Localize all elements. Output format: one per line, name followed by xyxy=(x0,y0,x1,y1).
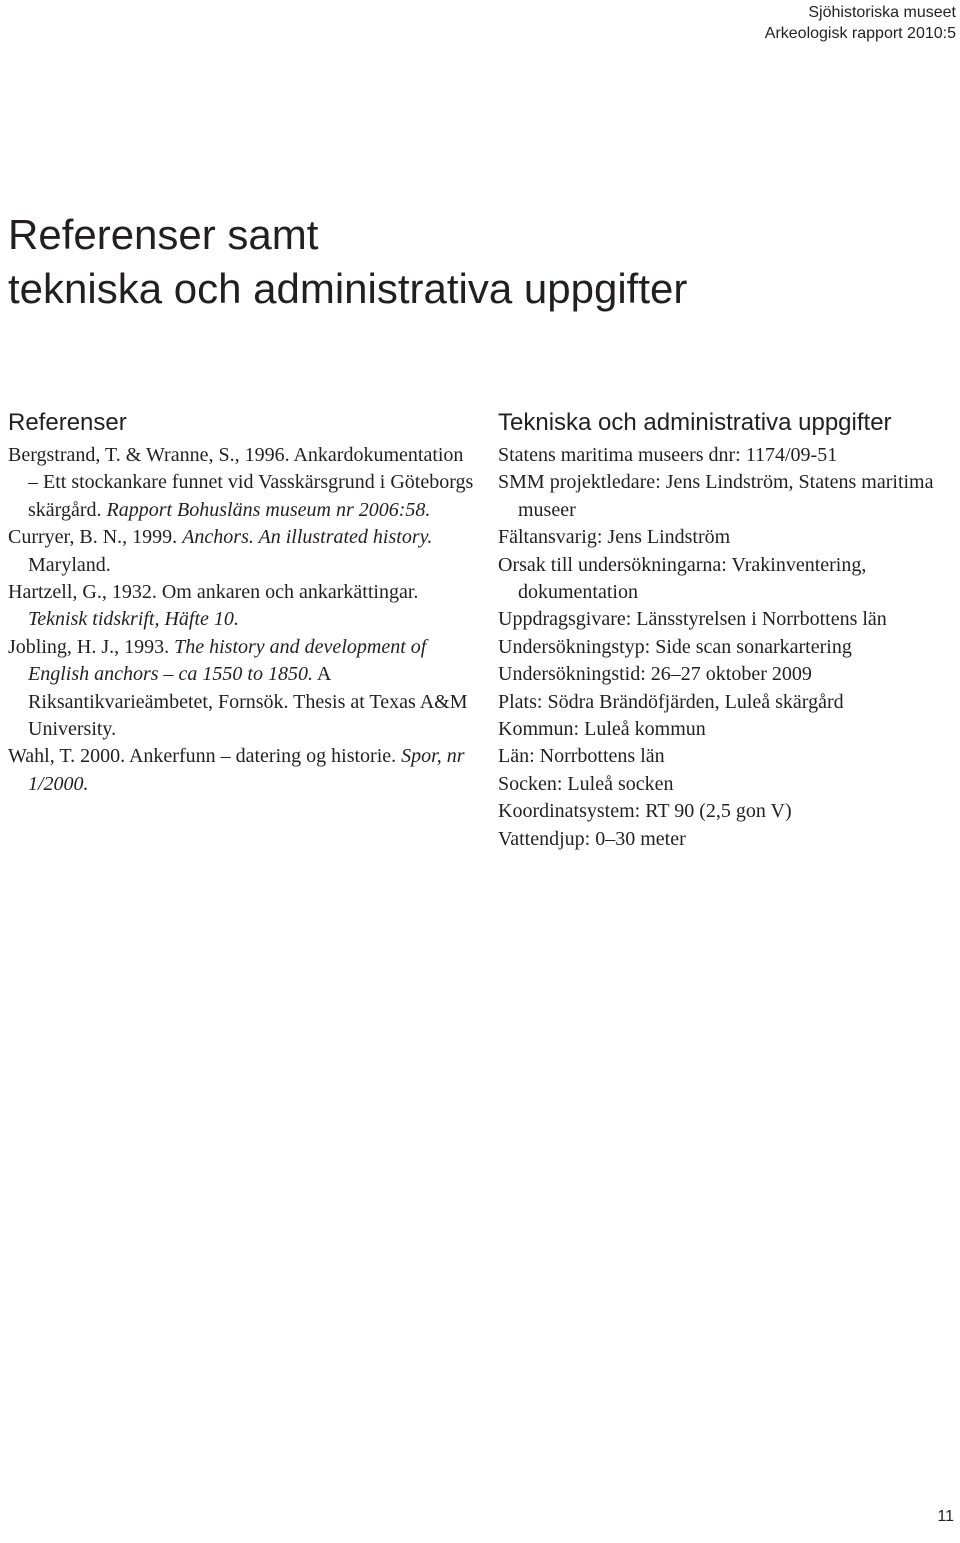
technical-item: Undersökningstid: 26–27 oktober 2009 xyxy=(498,663,812,686)
technical-item: Plats: Södra Brändöfjärden, Luleå skärgård xyxy=(498,690,844,713)
header-report: Arkeologisk rapport 2010:5 xyxy=(764,25,956,42)
technical-section xyxy=(498,406,958,853)
references-section xyxy=(8,406,478,798)
running-header xyxy=(765,2,956,44)
reference-text: Hartzell, G., 1932. Om ankaren och ankarkättingar. xyxy=(8,581,419,604)
references-heading: Referenser xyxy=(8,409,127,436)
reference-entry xyxy=(8,442,478,524)
reference-text: Bergstrand, T. & Wranne, S., 1996. Ankardokumentation – Ett stockankare funnet vid Vasskärsgrund i Göteborgs skärgård. xyxy=(8,444,474,521)
reference-title: Teknisk tidskrift, Häfte 10. xyxy=(28,608,239,631)
header-museum: Sjöhistoriska museet xyxy=(808,4,956,21)
reference-title: Anchors. An illustrated history. xyxy=(182,526,433,549)
reference-entry xyxy=(8,524,478,579)
reference-title: The history and development of English anchors – ca 1550 to 1850. xyxy=(28,635,427,686)
reference-entry xyxy=(8,579,478,634)
technical-item: Undersökningstyp: Side scan sonarkartering xyxy=(498,635,852,658)
page-title-line2: tekniska och administrativa uppgifter xyxy=(8,265,688,312)
reference-text: Wahl, T. 2000. Ankerfunn – datering og historie. xyxy=(8,745,402,768)
technical-item: SMM projektledare: Jens Lindström, Statens maritima museer xyxy=(498,471,934,521)
reference-text: Curryer, B. N., 1999. xyxy=(8,526,183,549)
technical-item: Statens maritima museers dnr: 1174/09-51 xyxy=(498,444,838,466)
page-title-line1: Referenser samt xyxy=(8,211,319,258)
reference-title: Rapport Bohusläns museum nr 2006:58. xyxy=(106,498,431,521)
technical-item: Kommun: Luleå kommun xyxy=(498,718,706,741)
page-title xyxy=(8,208,687,316)
technical-item: Vattendjup: 0–30 meter xyxy=(498,827,686,850)
reference-title: Spor, nr 1/2000. xyxy=(28,745,465,795)
technical-item: Orsak till undersökningarna: Vrakinventering, dokumentation xyxy=(498,553,867,604)
technical-heading: Tekniska och administrativa uppgifter xyxy=(498,409,892,436)
technical-item: Län: Norrbottens län xyxy=(498,745,665,768)
page-number: 11 xyxy=(937,1508,954,1525)
reference-text: Maryland. xyxy=(28,553,111,576)
reference-text: A Riksantikvarieämbetet, Fornsök. Thesis at Texas A&M University. xyxy=(28,663,468,741)
technical-item: Uppdragsgivare: Länsstyrelsen i Norrbottens län xyxy=(498,608,887,631)
reference-entry xyxy=(8,634,478,744)
reference-text: Jobling, H. J., 1993. xyxy=(8,635,175,658)
reference-entry xyxy=(8,743,478,798)
technical-item: Fältansvarig: Jens Lindström xyxy=(498,526,731,549)
technical-item: Koordinatsystem: RT 90 (2,5 gon V) xyxy=(498,800,792,823)
technical-item: Socken: Luleå socken xyxy=(498,772,674,795)
